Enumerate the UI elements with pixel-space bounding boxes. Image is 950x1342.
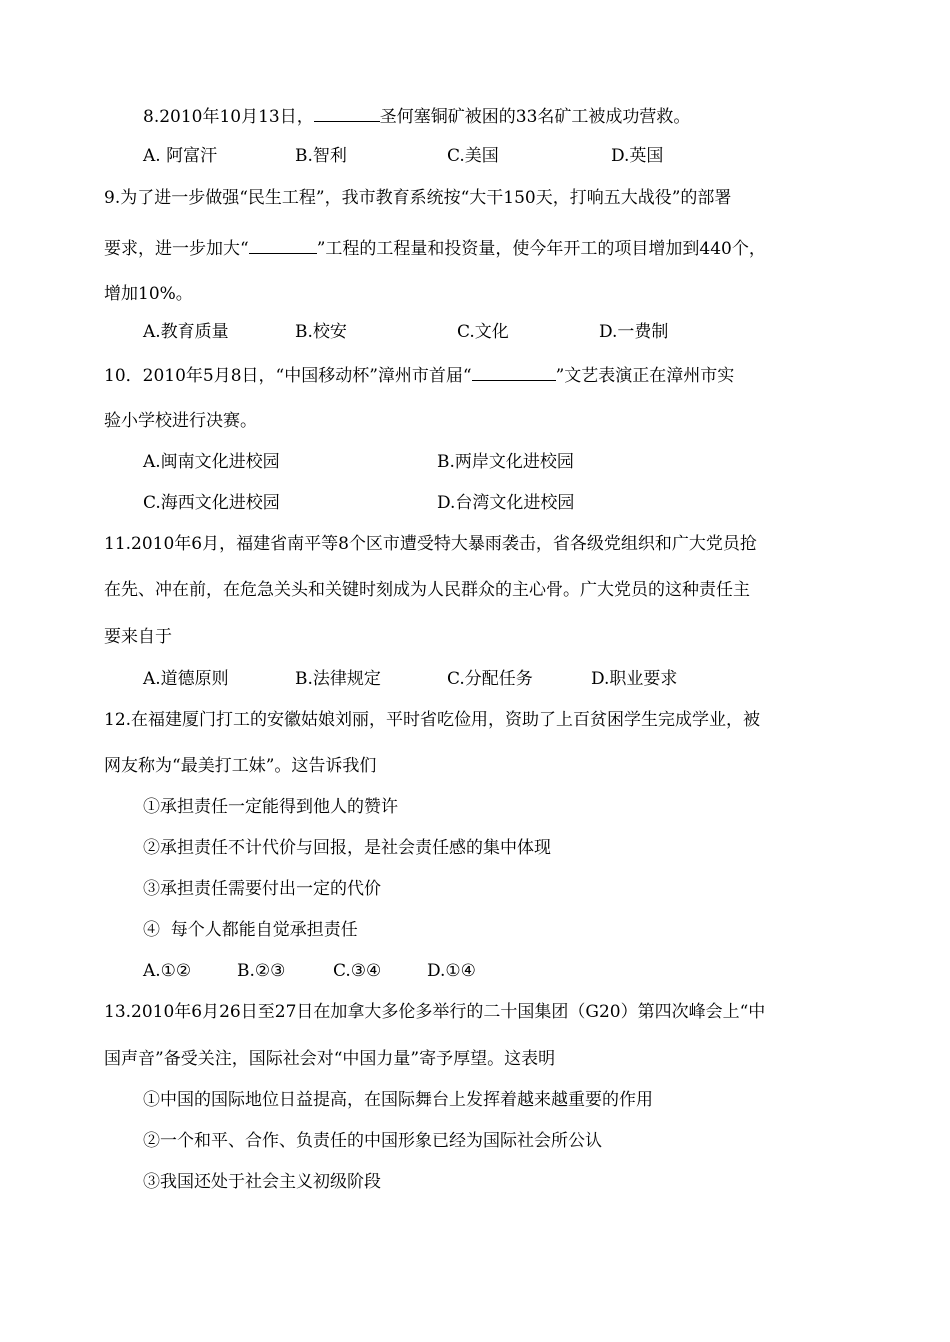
q8-stem-pre: 8.2010年10月13日， <box>143 107 314 127</box>
q13-statement-1: ①中国的国际地位日益提高，在国际舞台上发挥着越来越重要的作用 <box>143 1090 653 1110</box>
q10-stem-line1-pre: 10．2010年5月8日，“中国移动杯”漳州市首届“ <box>104 366 472 386</box>
q9-option-a: A.教育质量 <box>143 322 229 342</box>
q9-option-b: B.校安 <box>295 322 347 342</box>
q9-stem-line2-pre: 要求，进一步加大“ <box>104 239 249 259</box>
q9-stem-line2-post: ”工程的工程量和投资量，使今年开工的项目增加到440个， <box>316 239 766 259</box>
q9-option-c: C.文化 <box>457 322 509 342</box>
q12-option-c: C.③④ <box>333 961 382 981</box>
q11-option-b: B.法律规定 <box>295 669 381 689</box>
q11-stem-line1: 11.2010年6月，福建省南平等8个区市遭受特大暴雨袭击，省各级党组织和广大党员抢 <box>104 534 757 554</box>
q10-blank <box>472 362 556 381</box>
q11-stem-line2: 在先、冲在前，在危急关头和关键时刻成为人民群众的主心骨。广大党员的这种责任主 <box>104 580 750 600</box>
q9-stem-line3: 增加10%。 <box>104 284 193 304</box>
q9-stem-line1: 9.为了进一步做强“民生工程”，我市教育系统按“大干150天，打响五大战役”的部署 <box>104 188 732 208</box>
q13-statement-2: ②一个和平、合作、负责任的中国形象已经为国际社会所公认 <box>143 1131 602 1151</box>
q13-stem-line2: 国声音”备受关注，国际社会对“中国力量”寄予厚望。这表明 <box>104 1049 556 1069</box>
q12-option-d: D.①④ <box>427 961 476 981</box>
q10-stem-line1-post: ”文艺表演正在漳州市实 <box>555 366 735 386</box>
q8-option-d: D.英国 <box>611 146 664 166</box>
q12-stem-line1: 12.在福建厦门打工的安徽姑娘刘丽，平时省吃俭用，资助了上百贫困学生完成学业，被 <box>104 710 761 730</box>
q10-option-c: C.海西文化进校园 <box>143 493 280 513</box>
q10-option-a: A.闽南文化进校园 <box>143 452 280 472</box>
q8-stem <box>143 103 690 129</box>
q11-option-a: A.道德原则 <box>143 669 229 689</box>
q8-stem-post: 圣何塞铜矿被困的33名矿工被成功营救。 <box>379 107 691 127</box>
q12-stem-line2: 网友称为“最美打工妹”。这告诉我们 <box>104 756 377 776</box>
q11-option-c: C.分配任务 <box>447 669 533 689</box>
q10-stem-line1 <box>104 362 734 388</box>
q8-option-c: C.美国 <box>447 146 499 166</box>
q13-stem-line1: 13.2010年6月26日至27日在加拿大多伦多举行的二十国集团（G20）第四次峰会上“中 <box>104 1002 766 1022</box>
q10-option-b: B.两岸文化进校园 <box>437 452 574 472</box>
q10-option-d: D.台湾文化进校园 <box>437 493 575 513</box>
q10-stem-line2: 验小学校进行决赛。 <box>104 411 257 431</box>
q12-statement-2: ②承担责任不计代价与回报，是社会责任感的集中体现 <box>143 838 551 858</box>
q12-option-a: A.①② <box>143 961 192 981</box>
q9-stem-line2 <box>104 235 766 261</box>
q12-statement-3: ③承担责任需要付出一定的代价 <box>143 879 381 899</box>
q8-option-a: A. 阿富汗 <box>143 146 218 166</box>
q8-blank <box>314 103 380 122</box>
q11-stem-line3: 要来自于 <box>104 627 172 647</box>
q9-option-d: D.一费制 <box>599 322 669 342</box>
q13-statement-3: ③我国还处于社会主义初级阶段 <box>143 1172 381 1192</box>
q12-statement-4: ④ 每个人都能自觉承担责任 <box>143 920 358 940</box>
q8-option-b: B.智利 <box>295 146 347 166</box>
q12-statement-1: ①承担责任一定能得到他人的赞许 <box>143 797 398 817</box>
q11-option-d: D.职业要求 <box>591 669 678 689</box>
q12-option-b: B.②③ <box>237 961 286 981</box>
q9-blank <box>249 235 317 254</box>
